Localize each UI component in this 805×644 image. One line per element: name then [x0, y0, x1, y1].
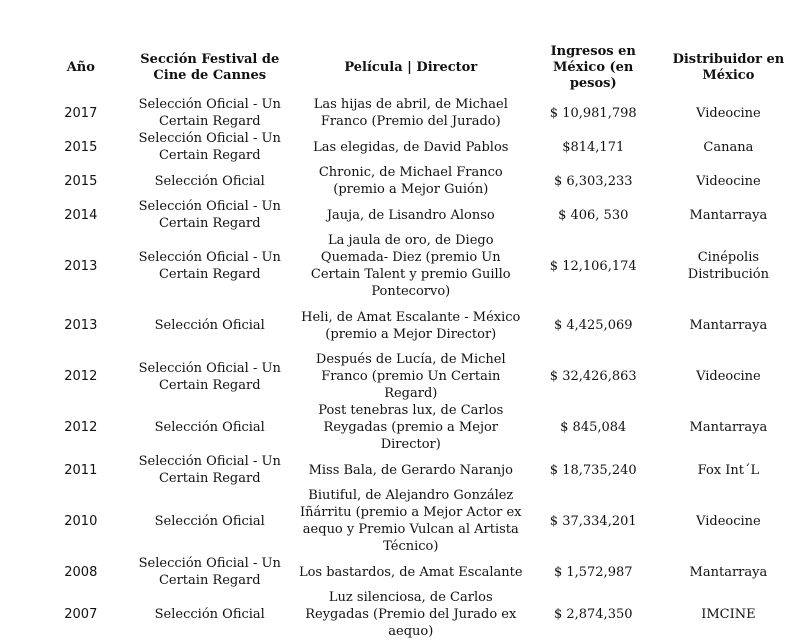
cell-income: $ 4,425,069	[553, 318, 633, 333]
header-distributor: Distribuidor en México	[672, 52, 785, 83]
table-row	[38, 555, 796, 589]
cell-distributor: Videocine	[696, 105, 761, 121]
cell-section: Selección Oficial - Un Certain Regard	[138, 556, 281, 588]
cell-section: Selección Oficial - Un Certain Regard	[138, 360, 281, 393]
table-row	[38, 198, 796, 232]
cell-section: Selección Oficial	[154, 420, 265, 435]
cannes-films-table	[38, 40, 796, 640]
cell-section: Selección Oficial - Un Certain Regard	[138, 97, 281, 129]
cell-year: 2012	[64, 420, 98, 435]
cell-income: $ 6,303,233	[553, 173, 633, 189]
cell-income: $ 37,334,201	[549, 513, 637, 529]
cell-income: $ 12,106,174	[549, 258, 637, 274]
cell-year: 2015	[64, 173, 98, 189]
table-row	[38, 351, 796, 402]
table-row	[38, 487, 796, 555]
cell-year: 2010	[64, 513, 98, 529]
table-row	[38, 130, 796, 164]
cell-income: $ 1,572,987	[553, 564, 633, 580]
cell-section: Selección Oficial	[154, 607, 265, 622]
cell-film: Las hijas de abril, de Michael Franco (Premio del Jurado)	[313, 97, 508, 129]
cell-income: $ 32,426,863	[549, 369, 637, 384]
cell-section: Selección Oficial - Un Certain Regard	[138, 131, 281, 163]
cell-income: $814,171	[562, 139, 625, 155]
cell-distributor: Canana	[703, 139, 754, 155]
cell-year: 2012	[64, 369, 98, 384]
cell-year: 2014	[64, 207, 98, 223]
table-row	[38, 589, 796, 640]
cell-distributor: Fox Int´L	[697, 462, 760, 478]
cell-film: Chronic, de Michael Franco (premio a Mejor Guión)	[318, 165, 503, 197]
cell-section: Selección Oficial	[154, 513, 265, 529]
table-row	[38, 402, 796, 453]
table-row	[38, 96, 796, 130]
cell-distributor: Videocine	[696, 369, 761, 384]
cell-year: 2008	[64, 564, 98, 580]
cell-distributor: Videocine	[696, 513, 761, 529]
cell-film: Las elegidas, de David Pablos	[313, 139, 509, 155]
cell-income: $ 406, 530	[558, 207, 629, 223]
cell-film: Miss Bala, de Gerardo Naranjo	[308, 462, 513, 478]
cell-film: Luz silenciosa, de Carlos Reygadas (Premio del Jurado ex aequo)	[305, 590, 517, 639]
cell-year: 2015	[64, 139, 98, 155]
cell-distributor: IMCINE	[701, 607, 756, 622]
cell-distributor: Mantarraya	[689, 318, 768, 333]
cell-year: 2013	[64, 258, 98, 274]
cell-film: Heli, de Amat Escalante - México (premio a Mejor Director)	[301, 309, 521, 342]
cell-income: $ 10,981,798	[549, 105, 637, 121]
cell-distributor: Mantarraya	[689, 207, 768, 223]
table-header-row	[38, 40, 796, 96]
cell-section: Selección Oficial	[154, 173, 265, 189]
cell-film: Después de Lucía, de Michel Franco (premio Un Certain Regard)	[315, 352, 506, 401]
header-income: Ingresos en México (en pesos)	[550, 44, 636, 91]
cell-film: Post tenebras lux, de Carlos Reygadas (premio a Mejor Director)	[318, 403, 504, 452]
cell-section: Selección Oficial - Un Certain Regard	[138, 454, 281, 486]
header-film: Película | Director	[344, 60, 478, 75]
cell-film: La jaula de oro, de Diego Quemada- Diez (premio Un Certain Talent y premio Guillo Pontecorvo)	[310, 233, 511, 299]
cell-year: 2013	[64, 318, 98, 333]
cell-income: $ 2,874,350	[553, 607, 633, 622]
cell-section: Selección Oficial	[154, 318, 265, 333]
cell-section: Selección Oficial - Un Certain Regard	[138, 250, 281, 282]
cell-distributor: Videocine	[696, 173, 761, 189]
header-year: Año	[66, 60, 95, 75]
cell-film: Biutiful, de Alejandro González Iñárritu (premio a Mejor Actor ex aequo y Premio Vulcan al Artista Técnico)	[300, 488, 522, 554]
table-row	[38, 453, 796, 487]
cell-income: $ 845,084	[560, 420, 627, 435]
table-row	[38, 300, 796, 351]
cell-year: 2011	[64, 462, 98, 478]
table-row	[38, 232, 796, 300]
cell-distributor: Cinépolis Distribución	[687, 250, 769, 282]
table-row	[38, 164, 796, 198]
cell-income: $ 18,735,240	[549, 462, 637, 478]
cell-section: Selección Oficial - Un Certain Regard	[138, 199, 281, 231]
cell-film: Jauja, de Lisandro Alonso	[326, 207, 495, 223]
cell-distributor: Mantarraya	[689, 564, 768, 580]
cell-distributor: Mantarraya	[689, 420, 768, 435]
cell-year: 2017	[64, 105, 98, 121]
header-section: Sección Festival de Cine de Cannes	[140, 52, 280, 83]
cell-year: 2007	[64, 607, 98, 622]
cell-film: Los bastardos, de Amat Escalante	[298, 564, 523, 580]
